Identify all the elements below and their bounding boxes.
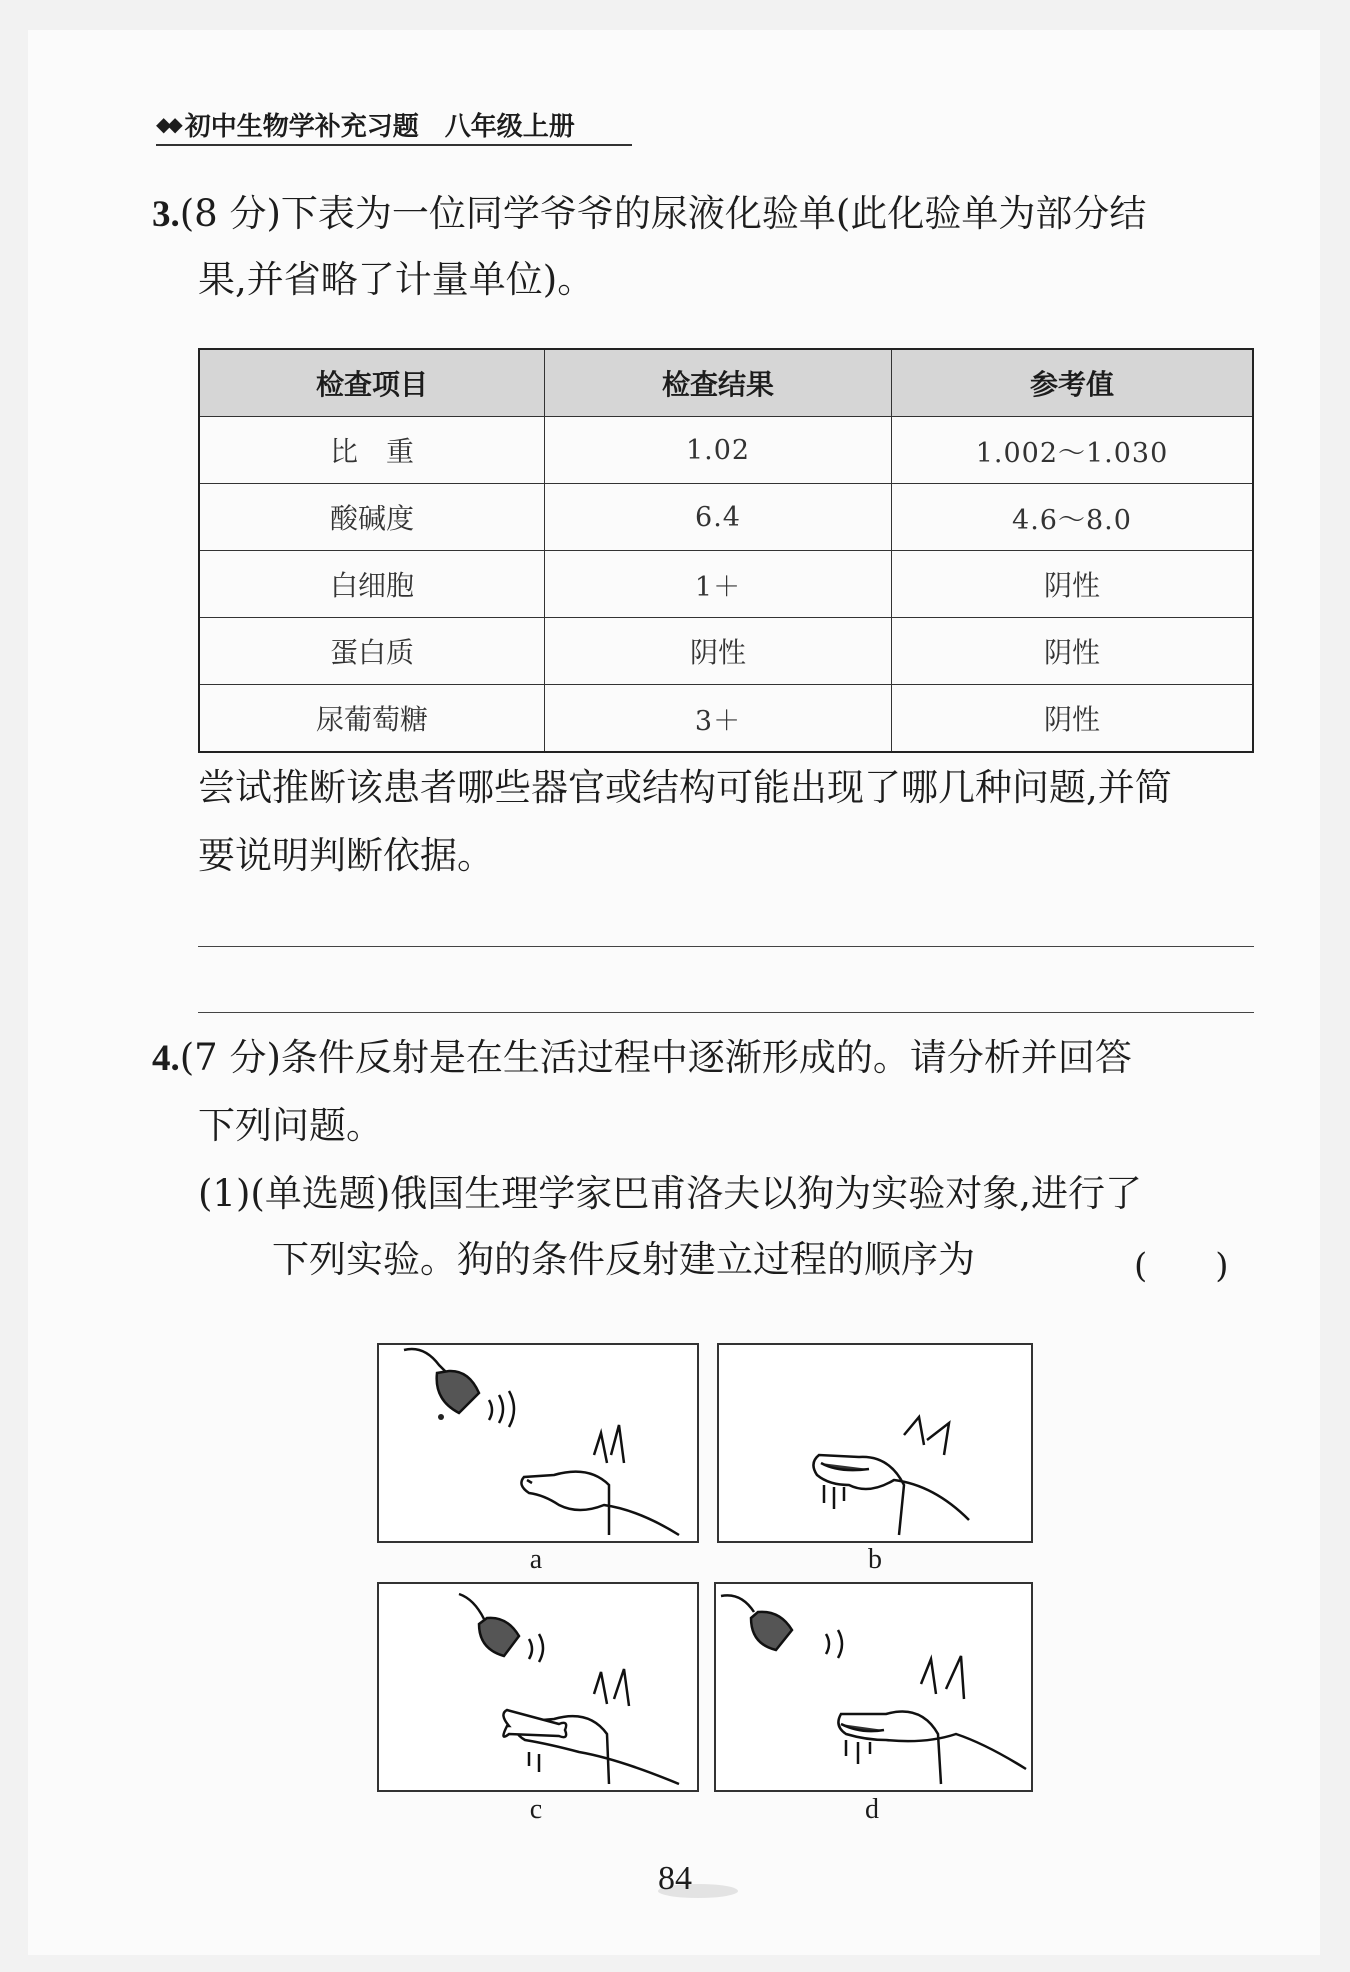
table-row: [199, 484, 1253, 551]
table-header-row: [199, 349, 1253, 417]
q3-stem-line1: [152, 192, 1146, 237]
page-number: 84: [658, 1860, 692, 1897]
column-header-item: 检查项目: [199, 349, 545, 417]
dog-hears-bell-icon: [379, 1345, 697, 1541]
table-row: [199, 417, 1253, 484]
q4-sub1-line2: 下列实验。狗的条件反射建立过程的顺序为: [272, 1238, 975, 1281]
cell-reference: 阴性: [892, 551, 1254, 618]
header-rule: [156, 144, 632, 146]
dog-salivating-icon: [719, 1345, 1031, 1541]
q3-number: 3.: [152, 194, 180, 235]
figure-b-dog-salivating: [717, 1343, 1033, 1543]
table-row: [199, 618, 1253, 685]
cell-result: 6.4: [545, 484, 892, 551]
figure-label-d: d: [865, 1794, 879, 1825]
cell-item: 尿葡萄糖: [199, 685, 545, 753]
column-header-reference: 参考值: [892, 349, 1254, 417]
answer-line: [198, 946, 1254, 947]
figure-label-c: c: [529, 1794, 543, 1825]
figure-c-bell-and-food: [377, 1582, 699, 1792]
cell-result: 阴性: [545, 618, 892, 685]
figure-a-bell-ringing: [377, 1343, 699, 1543]
table-row: [199, 551, 1253, 618]
dog-bell-salivating-icon: [716, 1584, 1031, 1790]
cell-item: 白细胞: [199, 551, 545, 618]
dog-bell-food-icon: [379, 1584, 697, 1790]
diamond-bullets-icon: ◆◆: [156, 112, 179, 136]
cell-reference: 阴性: [892, 685, 1254, 753]
cell-reference: 4.6～8.0: [892, 484, 1254, 551]
cell-reference: 1.002～1.030: [892, 417, 1254, 484]
q4-sub1-line1: (1)(单选题)俄国生理学家巴甫洛夫以狗为实验对象,进行了: [198, 1172, 1143, 1215]
cell-result: 1＋: [545, 551, 892, 618]
urine-test-table: [198, 348, 1254, 753]
q4-number: 4.: [152, 1038, 180, 1079]
answer-parentheses: ( ): [1134, 1246, 1229, 1286]
volume-label: 八年级上册: [444, 111, 575, 142]
q3-prompt-line1: 尝试推断该患者哪些器官或结构可能出现了哪几种问题,并简: [198, 766, 1172, 809]
cell-item: 酸碱度: [199, 484, 545, 551]
q3-prompt-line2: 要说明判断依据。: [198, 834, 494, 877]
cell-item: 比 重: [199, 417, 545, 484]
book-title: 初中生物学补充习题: [184, 111, 419, 142]
q4-stem-line1: [152, 1036, 1132, 1081]
cell-result: 3＋: [545, 685, 892, 753]
figure-label-b: b: [868, 1544, 882, 1575]
q4-stem-line2: 下列问题。: [198, 1104, 383, 1147]
cell-result: 1.02: [545, 417, 892, 484]
figure-d-bell-salivating: [714, 1582, 1033, 1792]
figure-label-a: a: [529, 1544, 543, 1575]
cell-item: 蛋白质: [199, 618, 545, 685]
table-row: [199, 685, 1253, 753]
running-header: [156, 104, 575, 144]
answer-line: [198, 1012, 1254, 1013]
q3-stem-text: (8 分)下表为一位同学爷爷的尿液化验单(此化验单为部分结: [179, 192, 1147, 235]
cell-reference: 阴性: [892, 618, 1254, 685]
column-header-result: 检查结果: [545, 349, 892, 417]
q3-stem-line2: 果,并省略了计量单位)。: [198, 258, 595, 301]
q4-stem-text: (7 分)条件反射是在生活过程中逐渐形成的。请分析并回答: [179, 1036, 1132, 1079]
